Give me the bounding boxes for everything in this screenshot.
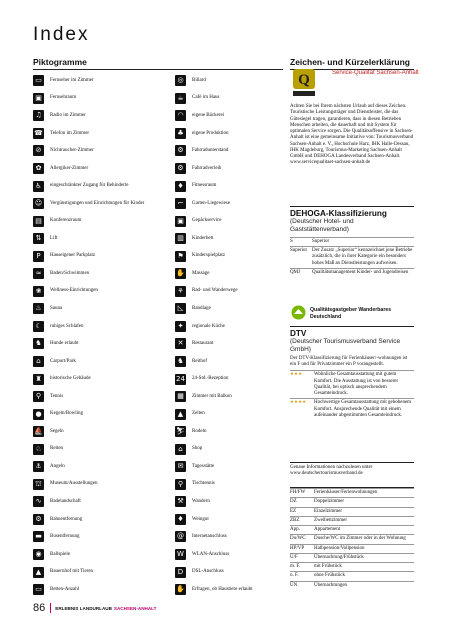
pictogram-label: Fahrradunterstand: [192, 148, 229, 154]
pictogram-item: [33, 318, 165, 336]
page-title: Index: [33, 24, 90, 45]
pictogram-item: [175, 581, 285, 599]
pictogram-label: Fitnessraum: [192, 183, 217, 189]
conference-icon: ▤: [33, 216, 44, 227]
pictogram-item: [33, 335, 165, 353]
table-row: [290, 488, 414, 497]
pictogram-label: 24-Std.-Rezeption: [192, 376, 229, 382]
pictogram-label: Wandern: [192, 499, 210, 505]
pictogram-item: [175, 212, 285, 230]
sauna-icon: ♨: [33, 303, 44, 314]
pictogram-item: [33, 195, 165, 213]
pictogram-label: Bahnentfernung: [50, 516, 83, 522]
pictogram-label: Badelandschaft: [50, 499, 81, 505]
zeichen-heading: Zeichen- und Kürzelerklärung: [290, 57, 414, 70]
star-rating-icon: ★★★★: [290, 400, 307, 406]
baby-cot-icon: ▥: [175, 233, 186, 244]
pictogram-item: [175, 370, 285, 388]
internet-icon: @: [177, 532, 184, 541]
abbreviation-key: S: [290, 238, 293, 244]
pictogram-item: [33, 247, 165, 265]
service-quality-text: Achten Sie bei Ihrem nächsten Urlaub auf dieses Zeichen. Touristische Leistungsträger und Dienstleister, die das Gütesiegel tragen, garantieren, dass in diesen Betrieben Menschen arbeiten, die dauerhaft und mit System für optimalen Service sorgen. Die Qualitätsoffensive in Sachsen-Anhalt ist eine gemeinsame Initiative von: Tourismusverband Sachsen-Anhalt e. V., Hochschule Harz, IHK Halle-Dessau, IHK Magdeburg, Tourismus-Marketing Sachsen-Anhalt GmbH und DEHOGA Landesverband Sachsen-Anhalt. www.servicequalitaet-sachsen-anhalt.de: [290, 104, 414, 166]
abbreviation-value: Dusche/WC im Zimmer oder in der Wohnung: [314, 536, 406, 542]
pictogram-label: Gepäckservice: [192, 218, 222, 224]
garage-icon: ⌂: [33, 356, 44, 367]
pictogram-item: [175, 353, 285, 371]
abbreviation-key: FH/FW: [290, 490, 306, 495]
pictogram-item: [33, 423, 165, 441]
service-quality-badge-icon: [290, 67, 318, 100]
abbreviation-key: HP/VP: [290, 545, 305, 551]
table-row: [290, 370, 414, 398]
pictogram-item: [33, 405, 165, 423]
abbreviation-value: Appartement: [314, 527, 341, 532]
pictogram-item: [33, 476, 165, 494]
table-row: [290, 246, 414, 268]
regional-food-icon: ✦: [175, 321, 186, 332]
boat-icon: ▲: [33, 567, 44, 578]
pictogram-label: Nichtraucher-Zimmer: [50, 148, 94, 154]
abbreviation-value: Hochwertige Gesamtausstattung mit gehobenem Komfort. Ansprechende Qualität mit einem aufeinander abgestimmten Gesamteindruck.: [314, 400, 412, 418]
pictogram-label: Lift: [50, 235, 58, 241]
pictogram-label: Zimmer mit Balkon: [192, 393, 232, 399]
pictogram-item: [175, 177, 285, 195]
abbreviation-value: Zweibettzimmer: [314, 517, 348, 523]
allergy-icon: ✿: [33, 163, 44, 174]
pictogram-label: Weingut: [192, 516, 209, 522]
fishing-icon: ⚓: [33, 461, 44, 472]
pictogram-label: Carport/Park: [50, 358, 76, 364]
pictogram-item: [33, 212, 165, 230]
abbreviation-key: o. F.: [290, 573, 299, 579]
parking-icon: P: [33, 251, 44, 262]
pictogram-label: historische Gebäude: [50, 376, 91, 382]
fitness-icon: ♦: [175, 181, 186, 192]
dtv-info-text: Genaue Informationen nachzulesen unter www.deutschertourismusverband.de: [290, 462, 414, 478]
pictogram-item: [175, 125, 285, 143]
pictogram-label: Sauna: [50, 306, 63, 311]
abbreviation-value: Halbpension/Vollpension: [314, 545, 365, 551]
pictogram-item: [175, 195, 285, 213]
pictogram-item: [33, 283, 165, 301]
billiard-icon: ◎: [175, 75, 186, 86]
pictogram-label: Konferenzraum: [50, 218, 82, 224]
pictogram-item: [175, 493, 285, 511]
pictogram-label: Hauseigener Parkplatz: [50, 253, 96, 259]
pictogram-label: Betten-Anzahl: [50, 586, 80, 592]
bowling-icon: ●: [33, 409, 44, 420]
pictogram-label: Internetanschluss: [192, 534, 227, 540]
pictogram-label: eigene Produktion: [192, 130, 229, 136]
bus-icon: ▬: [33, 531, 44, 542]
dog-icon: ♞: [33, 338, 44, 349]
elevator-icon: ⇅: [33, 233, 44, 244]
dtv-subtitle: (Deutscher Tourismusverband Service GmbH): [290, 338, 401, 354]
abbreviation-value: Einzelzimmer: [314, 508, 343, 514]
pictogram-label: Baden/Schwimmen: [50, 270, 90, 276]
reception-24h-icon: 24: [176, 374, 185, 383]
pictogram-item: [33, 458, 165, 476]
pictogram-label: Angeln: [50, 463, 65, 469]
table-row: [290, 507, 414, 516]
pictogram-item: [175, 318, 285, 336]
pictogram-label: DSL-Anschluss: [192, 569, 224, 575]
child-discount-icon: ☺: [34, 199, 43, 208]
pictogram-label: Tennis: [50, 393, 64, 399]
table-row: [290, 544, 414, 553]
massage-icon: ✋: [176, 269, 185, 278]
pictogram-item: [33, 107, 165, 125]
table-row: [290, 534, 414, 543]
pictogram-column-left: [33, 72, 165, 598]
pictogram-item: [33, 72, 165, 90]
pictogram-label: regionale Küche: [192, 323, 225, 329]
tennis-icon: ⚲: [33, 391, 44, 402]
table-row: [290, 516, 414, 525]
pictogram-label: Massage: [192, 270, 210, 276]
pictogram-item: [175, 440, 285, 458]
dtv-title: DTV: [290, 329, 307, 338]
pictogram-label: Restaurant: [192, 341, 214, 347]
pictogram-label: Tagesstätte: [192, 463, 215, 469]
no-smoking-icon: ⊘: [33, 145, 44, 156]
abbreviation-key: m. F.: [290, 564, 301, 569]
bathing-icon: ∿: [33, 496, 44, 507]
service-quality-title: Service-Qualität Sachsen-Anhalt: [332, 70, 419, 76]
table-row: [290, 553, 414, 562]
table-tennis-icon: ⚲: [175, 479, 186, 490]
pictogram-label: eingeschränkter Zugang für Behinderte: [50, 183, 129, 189]
pictogram-item: [175, 107, 285, 125]
pictogram-item: [33, 370, 165, 388]
own-production-icon: ♣: [175, 128, 186, 139]
sailing-icon: ⛵: [34, 427, 43, 436]
table-row: [290, 525, 414, 534]
playground-icon: ⚑: [175, 251, 186, 262]
pictogram-item: [33, 563, 165, 581]
pictogram-item: [175, 90, 285, 108]
balcony-icon: ▦: [175, 391, 186, 402]
quiet-location-icon: ☾: [33, 321, 44, 332]
abbreviation-key: ZBZ: [290, 517, 300, 523]
abbreviation-value: Übernachtung/Frühstück: [314, 554, 364, 560]
abbreviation-value: ohne Frühstück: [314, 573, 345, 579]
pictogram-label: Segeln: [50, 428, 64, 434]
pictogram-item: [33, 546, 165, 564]
pictogram-item: [175, 300, 285, 318]
pictogram-label: Allergiker-Zimmer: [50, 165, 89, 171]
pictogram-label: Kinderspielplatz: [192, 253, 226, 259]
pictogram-label: Bandlage: [192, 306, 211, 311]
pictogram-item: [33, 160, 165, 178]
pictogram-label: Café im Haus: [192, 95, 220, 101]
pictogram-label: Erfragen, ob Haustiere erlaubt: [192, 586, 253, 592]
shop-icon: ⌂: [175, 444, 186, 455]
abbreviation-value: Superior: [312, 238, 330, 244]
page-number: 86: [33, 602, 46, 614]
pictogram-label: Wellness-Einrichtungen: [50, 288, 98, 294]
ramp-icon: ◺: [175, 303, 186, 314]
star-rating-icon: ★★★: [290, 372, 303, 378]
pictogram-item: [175, 563, 285, 581]
pictogram-item: [175, 388, 285, 406]
pictogram-label: Radio im Zimmer: [50, 112, 86, 118]
wine-icon: ♦: [175, 514, 186, 525]
pictogram-item: [33, 142, 165, 160]
pictogram-label: Tischtennis: [192, 481, 215, 487]
toboggan-icon: ⛷: [176, 427, 185, 436]
wanderbares-title: Qualitätsgastgeber Wanderbares Deutschland: [310, 307, 392, 320]
pictogram-item: [175, 283, 285, 301]
beds-icon: ▭: [33, 584, 44, 595]
pictogram-item: [175, 265, 285, 283]
pictogram-item: [33, 511, 165, 529]
tv-icon: ▭: [33, 75, 44, 86]
pictogram-label: Fernsehraum: [50, 95, 77, 101]
pets-icon: ✋: [176, 585, 185, 594]
pictogram-item: [33, 125, 165, 143]
garden-chair-icon: ⌐: [175, 198, 186, 209]
wheelchair-icon: ♿: [33, 181, 44, 192]
pictogram-item: [175, 335, 285, 353]
pictogram-label: Zelten: [192, 411, 205, 417]
bike-shelter-icon: ⚙: [175, 145, 186, 156]
pictogram-item: [33, 230, 165, 248]
table-row: [290, 398, 414, 420]
abbreviation-value: mit Frühstück: [314, 564, 342, 569]
pictogram-column-right: [175, 72, 285, 598]
hiking-icon: ⚘: [175, 286, 186, 297]
pictogram-label: Hunde erlaubt: [50, 341, 79, 347]
svg-text:Q: Q: [298, 72, 310, 88]
pictogram-item: [33, 528, 165, 546]
pictogram-item: [175, 528, 285, 546]
pictogram-item: [175, 247, 285, 265]
pictogram-item: [175, 476, 285, 494]
abbreviation-value: Ferienhäuser/Ferienwohnungen: [314, 490, 378, 495]
abbreviation-value: Übernachtungen: [314, 582, 348, 588]
pictogram-label: Fahrradverleih: [192, 165, 222, 171]
restaurant-icon: ✕: [175, 338, 186, 349]
table-row: [290, 562, 414, 571]
pictogram-item: [175, 405, 285, 423]
table-row: [290, 581, 414, 590]
ball-icon: ◉: [33, 549, 44, 560]
pictogram-item: [33, 388, 165, 406]
pictogram-label: WLAN-Anschluss: [192, 551, 230, 557]
footer-brand: ERLEBNIS LANDURLAUB: [55, 605, 112, 611]
pictogram-item: [33, 440, 165, 458]
abbreviation-key: ÜN: [290, 582, 298, 588]
abbreviation-key: DZ: [290, 499, 297, 505]
pictogram-item: [33, 90, 165, 108]
pictogram-label: Rad- und Wanderwege: [192, 288, 238, 294]
pictogram-item: [175, 511, 285, 529]
abbreviation-key: EZ: [290, 508, 297, 514]
pictogram-label: Reiten: [50, 446, 64, 452]
table-row: [290, 571, 414, 580]
pictogram-label: Museum/Ausstellungen: [50, 481, 98, 487]
pictogram-label: Rodeln: [192, 428, 207, 434]
abbreviation-key: Ü/F: [290, 554, 298, 560]
tv-room-icon: ▣: [33, 93, 44, 104]
pictogram-label: Fernseher im Zimmer: [50, 77, 94, 83]
wanderbares-deutschland-badge-icon: [291, 305, 306, 320]
pictogram-label: Billard: [192, 77, 206, 83]
footer-divider: [50, 603, 51, 613]
table-row: [290, 268, 414, 277]
footer-region: SACHSEN-ANHALT: [113, 605, 157, 611]
cafe-icon: ☕: [175, 93, 186, 104]
pictogram-item: [33, 265, 165, 283]
abbreviation-key: Superior: [290, 248, 308, 254]
page-footer: [33, 602, 156, 614]
piktogramme-heading: Piktogramme: [33, 57, 283, 70]
table-row: [290, 237, 414, 246]
pictogram-label: Ballspiele: [50, 551, 70, 557]
abbreviation-list: [290, 487, 414, 590]
bakery-icon: ◠: [175, 110, 186, 121]
hiking-person-icon: ⚒: [175, 496, 186, 507]
pictogram-item: [33, 300, 165, 318]
abbreviation-key: Du/WC: [290, 536, 306, 542]
pictogram-label: Reithof: [192, 358, 207, 364]
pictogram-item: [33, 353, 165, 371]
pictogram-label: Garten-Liegewiese: [192, 200, 231, 206]
pictogram-label: Busentfernung: [50, 534, 80, 540]
pictogram-label: Kinderbett: [192, 235, 214, 241]
dehoga-title: DEHOGA-Klassifizierung: [290, 209, 387, 218]
pictogram-item: [33, 581, 165, 599]
bike-rental-icon: ⚙: [33, 514, 44, 525]
pictogram-item: [175, 160, 285, 178]
radio-icon: ♫: [33, 110, 44, 121]
abbreviation-value: Wohnliche Gesamtausstattung mit gutem Komfort. Die Ausstattung ist von besserer Qualität, bei optisch ansprechendem Gesamteindruck.: [314, 372, 399, 397]
pictogram-label: Bauernhof mit Tieren: [50, 569, 94, 575]
camping-icon: ▲: [175, 409, 186, 420]
pictogram-label: Telefon im Zimmer: [50, 130, 90, 136]
pictogram-label: eigene Bäckerei: [192, 112, 225, 118]
pictogram-item: [175, 72, 285, 90]
abbreviation-value: Der Zusatz „Superior“ kennzeichnet jene Betriebe zusätzlich, die in ihrer Kategorie ein besonders hohes Maß an Dienstleistungen aufweisen.: [312, 248, 413, 266]
pictogram-item: [33, 177, 165, 195]
pictogram-item: [33, 493, 165, 511]
museum-icon: ⛫: [33, 479, 44, 490]
pictogram-item: [175, 142, 285, 160]
abbreviation-key: App.: [290, 527, 300, 532]
dehoga-subtitle: (Deutscher Hotel- und Gaststättenverband): [290, 218, 354, 234]
dtv-intro: Der DTV-Klassifizierung für Ferienhäuser/-wohnungen ist ein F und für Privatzimmer ein P vorangestellt.: [290, 355, 408, 368]
pictogram-item: [175, 458, 285, 476]
pictogram-label: Kegeln/Bowling: [50, 411, 84, 417]
abbreviation-key: QMJ: [290, 269, 301, 275]
dsl-icon: D: [175, 567, 186, 578]
wellness-icon: ❀: [33, 286, 44, 297]
pictogram-item: [175, 546, 285, 564]
historic-building-icon: ♜: [33, 374, 44, 385]
pictogram-label: ruhiges Schlafen: [50, 323, 84, 329]
horse-icon: ♞: [175, 356, 186, 367]
abbreviation-value: Qualitätsmanagement Kinder- und Jugendreisen: [312, 269, 409, 275]
swimming-icon: ≈: [33, 268, 44, 279]
abbreviation-value: Doppelzimmer: [314, 499, 344, 505]
luggage-icon: ▣: [175, 216, 186, 227]
phone-icon: ☎: [34, 128, 43, 137]
meeting-icon: ✉: [175, 461, 186, 472]
horse-riding-icon: ♘: [33, 444, 44, 455]
bike-rental-icon: ⚙: [175, 163, 186, 174]
pictogram-label: Shop: [192, 446, 203, 452]
pictogram-label: Vergünstigungen und Einrichtungen für Kinder: [50, 200, 145, 206]
wlan-icon: W: [175, 549, 186, 560]
pictogram-item: [175, 230, 285, 248]
table-row: [290, 497, 414, 506]
pictogram-item: [175, 423, 285, 441]
